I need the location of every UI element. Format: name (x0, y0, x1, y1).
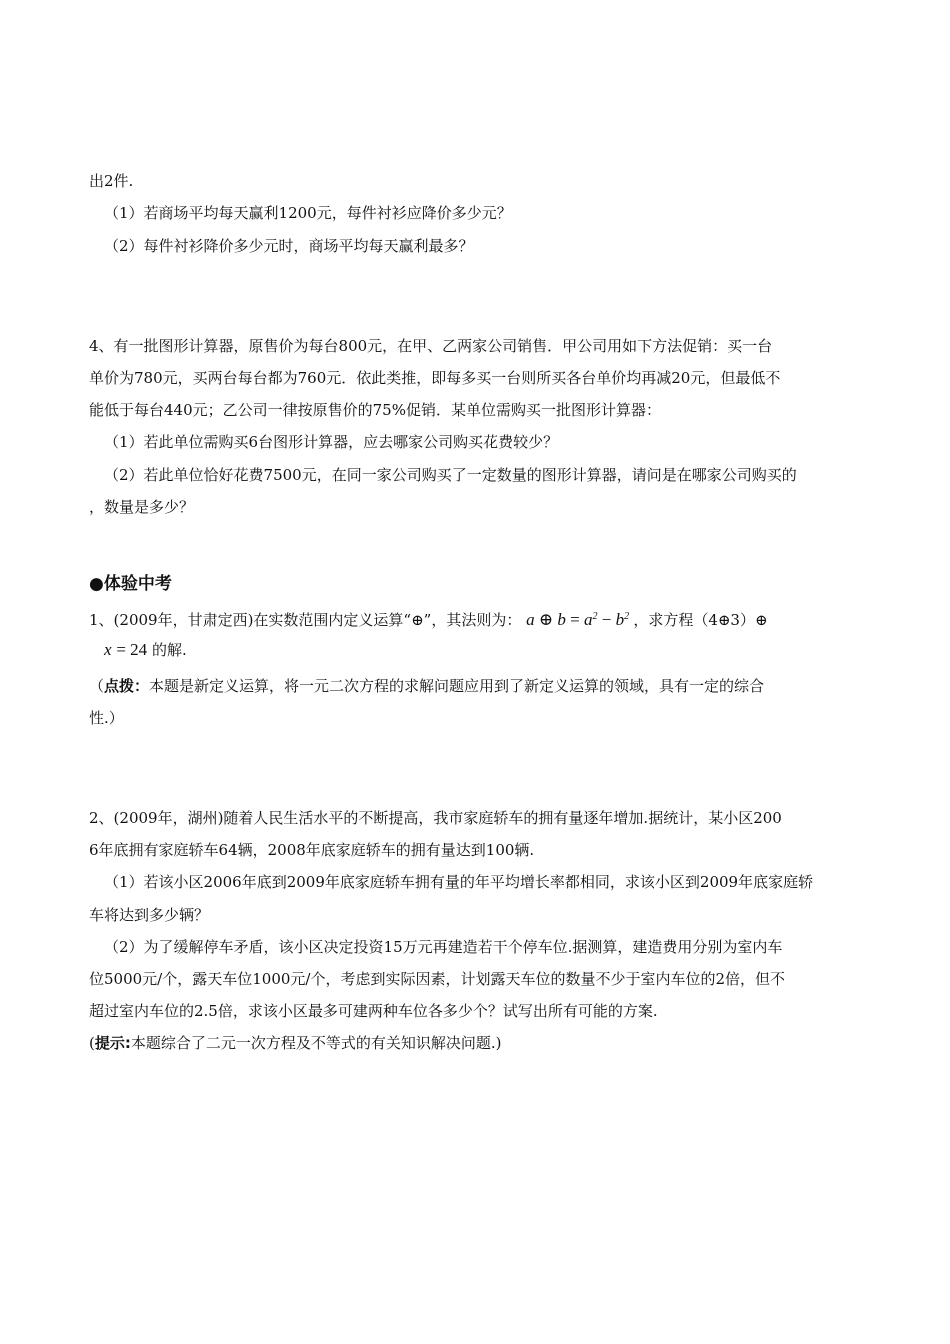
formula-minus: − (601, 610, 612, 629)
formula-equals: = (570, 610, 580, 629)
exam1-hint-line2: 性.） (89, 709, 124, 727)
exam2-line2: 6年底拥有家庭轿车64辆，2008年底家庭轿车的拥有量达到100辆. (89, 841, 535, 859)
formula-circled-plus: ⊕ (538, 610, 554, 629)
exam1-line1 (89, 607, 859, 630)
section-heading: ●体验中考 (89, 574, 172, 594)
formula-exponent-a: 2 (592, 611, 598, 622)
exam1-hint-label: 点拨： (104, 677, 150, 695)
problem4-line3: 能低于每台440元；乙公司一律按原售价的75%促销．某单位需购买一批图形计算器： (89, 401, 661, 419)
equation-x: x (104, 640, 112, 659)
exam2-hint-label: 提示: (94, 1034, 131, 1052)
exam1-line1-tail: ，求方程（4⊕3）⊕ (633, 611, 768, 629)
exam1-hint-line1 (89, 676, 859, 696)
formula-a: a (526, 610, 535, 629)
exam1-line2 (104, 640, 874, 660)
exam1-line2-tail: 的解. (151, 641, 187, 659)
problem4-line1: 4、有一批图形计算器，原售价为每台800元，在甲、乙两家公司销售．甲公司用如下方法促销：买一台 (89, 337, 773, 355)
exam2-hint (89, 1033, 859, 1053)
problem3-tail: 出2件. (89, 172, 134, 190)
exam2-question2-line3: 超过室内车位的2.5倍，求该小区最多可建两种车位各多少个？试写出所有可能的方案. (89, 1002, 658, 1020)
formula-a-squared: a (583, 610, 593, 629)
exam2-question1-line1: （1）若该小区2006年底到2009年底家庭轿车拥有量的年平均增长率都相同，求该小区到2009年底家庭轿 (104, 873, 814, 891)
exam2-question2-line1: （2）为了缓解停车矛盾，该小区决定投资15万元再建造若干个停车位.据测算，建造费用分别为室内车 (104, 938, 783, 956)
exam1-hint-open: （ (89, 677, 105, 695)
exam1-line1-text: 1、(2009年，甘肃定西)在实数范围内定义运算“⊕”，其法则为： (89, 611, 522, 629)
problem4-line2: 单价为780元，买两台每台都为760元．依此类推，即每多买一台则所买各台单价均再减20元，但最低不 (89, 369, 781, 387)
problem4-question1: （1）若此单位需购买6台图形计算器，应去哪家公司购买花费较少？ (104, 433, 559, 451)
problem4-question2-line1: （2）若此单位恰好花费7500元，在同一家公司购买了一定数量的图形计算器，请问是在哪家公司购买的 (104, 466, 797, 484)
formula-b: b (557, 610, 566, 629)
problem4-question2-line2: ，数量是多少？ (89, 498, 195, 516)
exam2-line1: 2、(2009年，湖州)随着人民生活水平的不断提高，我市家庭轿车的拥有量逐年增加.据统计，某小区200 (89, 809, 782, 827)
exam2-hint-text: 本题综合了二元一次方程及不等式的有关知识解决问题.) (130, 1034, 502, 1052)
formula-b-squared: b (615, 610, 625, 629)
problem3-question1: （1）若商场平均每天赢利1200元，每件衬衫应降价多少元？ (104, 204, 512, 222)
exam2-question1-line2: 车将达到多少辆？ (89, 906, 210, 924)
exam2-question2-line2: 位5000元/个，露天车位1000元/个，考虑到实际因素，计划露天车位的数量不少于室内车位的2倍，但不 (89, 970, 786, 988)
formula-exponent-b: 2 (624, 611, 630, 622)
exam1-hint-text: 本题是新定义运算，将一元二次方程的求解问题应用到了新定义运算的领域，具有一定的综合 (149, 677, 765, 695)
equation-rhs: = 24 (116, 640, 148, 659)
problem3-question2: （2）每件衬衫降价多少元时，商场平均每天赢利最多？ (104, 237, 474, 255)
exam2-hint-open: ( (89, 1034, 95, 1052)
exam1-formula (526, 610, 633, 629)
